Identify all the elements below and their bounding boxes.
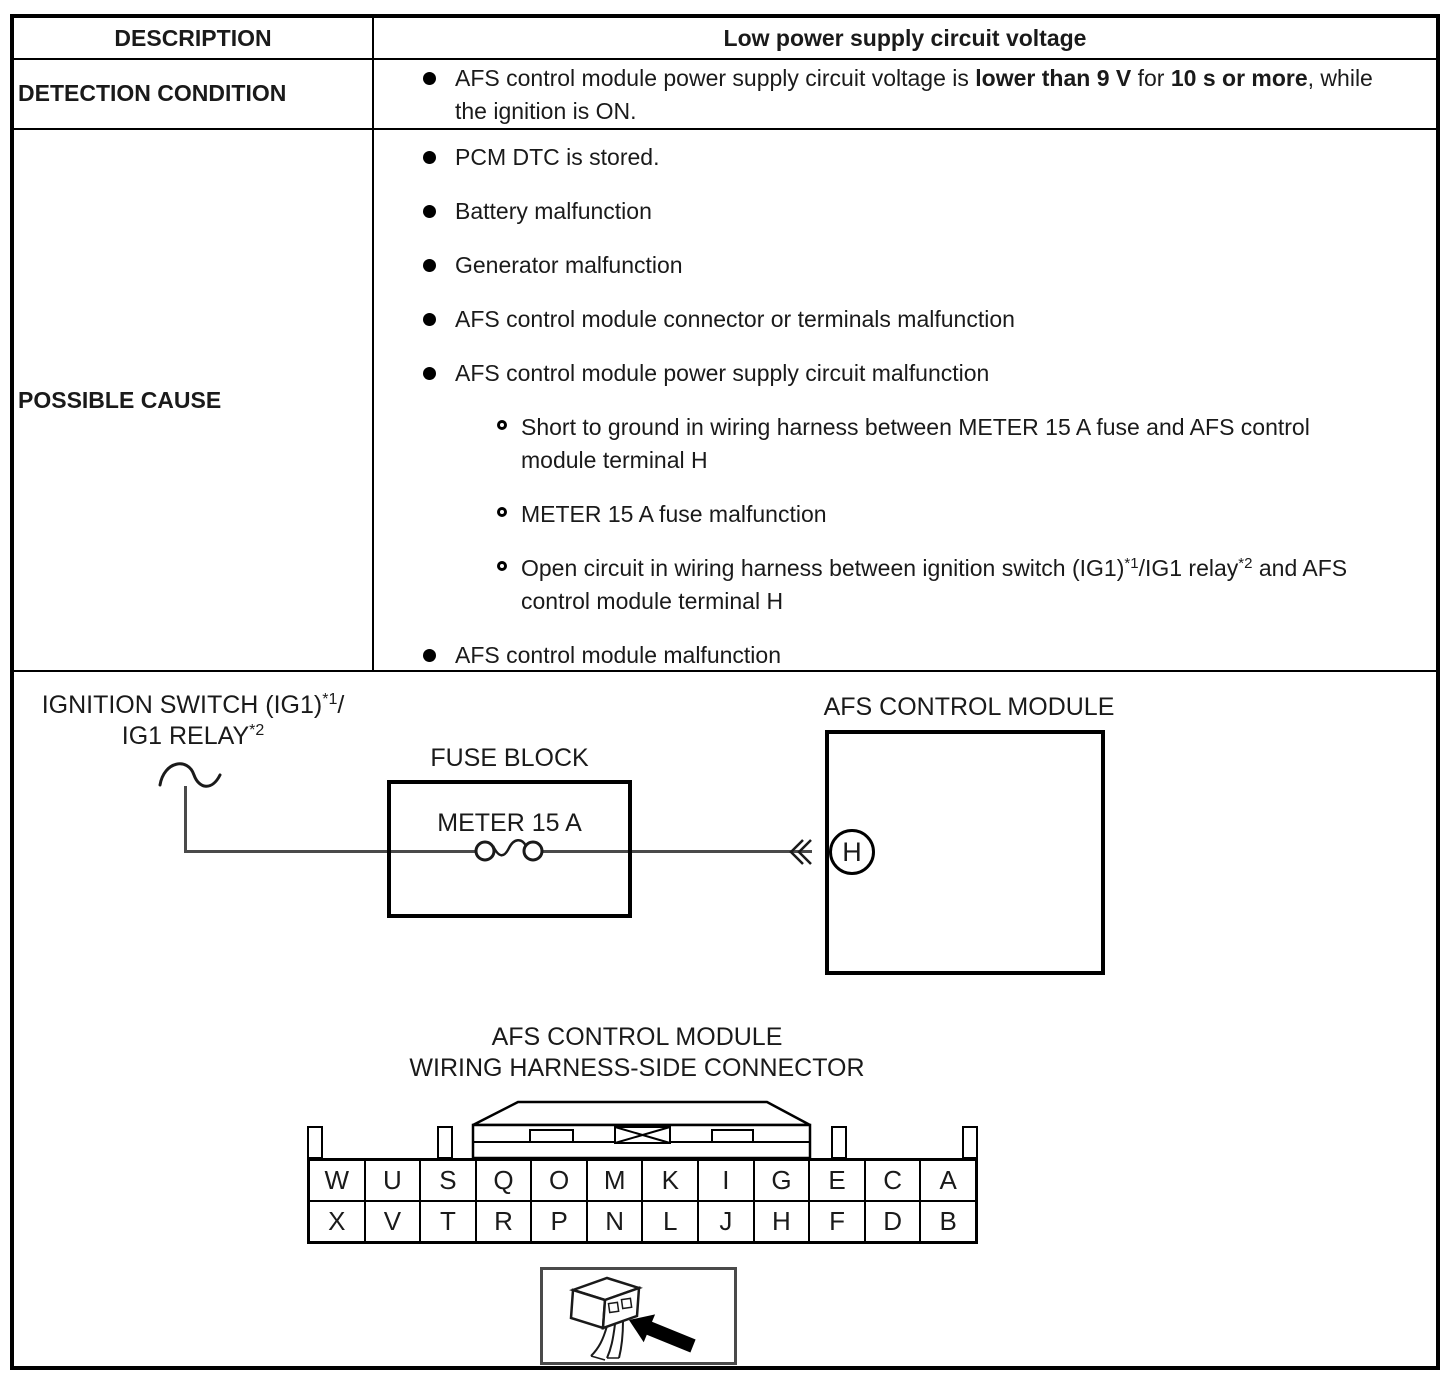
connector-title-line1: AFS CONTROL MODULE [491, 1023, 783, 1051]
detection-text-bold1: lower than 9 V [975, 65, 1132, 91]
pin-cell: G [754, 1160, 810, 1201]
pin-cell: P [531, 1201, 587, 1242]
connector-chevron-icon [790, 836, 820, 868]
cause-text: AFS control module malfunction [455, 642, 781, 668]
list-item [423, 639, 1423, 672]
cause-text: AFS control module power supply circuit malfunction [455, 360, 990, 386]
pin-cell: M [587, 1160, 643, 1201]
pin-cell: F [809, 1201, 865, 1242]
tab-4 [963, 1127, 977, 1158]
bullet-dot-icon [423, 205, 436, 218]
housing-slot-right [712, 1130, 753, 1142]
sub-list-item [497, 552, 1423, 618]
detection-text-bold2: 10 s or more [1170, 65, 1308, 91]
pin-cell: B [920, 1201, 976, 1242]
possible-cause-header: POSSIBLE CAUSE [18, 386, 222, 413]
pin-cell: D [865, 1201, 921, 1242]
pin-cell: L [642, 1201, 698, 1242]
footnote-sup-2: *2 [249, 722, 265, 739]
pin-cell: Q [476, 1160, 532, 1201]
cause-text: AFS control module connector or terminals malfunction [455, 306, 1015, 332]
pin-cell: C [865, 1160, 921, 1201]
pin-cell: W [309, 1160, 365, 1201]
bullet-dot-icon [423, 72, 436, 85]
ignition-switch-label [15, 690, 371, 752]
housing-trapezoid [473, 1102, 810, 1125]
afs-module-label: AFS CONTROL MODULE [823, 693, 1115, 721]
bullet-dot-icon [423, 649, 436, 662]
sub-cause-text-b: /IG1 relay [1138, 555, 1239, 581]
page-border [10, 14, 1440, 1370]
table-column-divider [372, 18, 374, 670]
connector-title [332, 1022, 942, 1084]
pin-cell: K [642, 1160, 698, 1201]
connector-illustration-box [540, 1267, 737, 1365]
sub-list-item [497, 498, 1423, 531]
tab-1 [308, 1127, 322, 1158]
ignition-label-text: IGNITION SWITCH (IG1) [41, 691, 323, 719]
pin-cell: J [698, 1201, 754, 1242]
list-item [423, 195, 1423, 228]
ignition-switch-label-line1 [15, 690, 371, 721]
ignition-switch-label-line2 [15, 721, 371, 752]
list-item [423, 303, 1423, 336]
bullet-circle-icon [497, 507, 507, 517]
possible-cause-list [423, 141, 1423, 693]
list-item [423, 357, 1423, 390]
description-header: DESCRIPTION [114, 25, 272, 51]
housing-slot-left [530, 1130, 573, 1142]
tab-3 [832, 1127, 846, 1158]
detection-text-mid: for [1131, 65, 1171, 91]
page-content [14, 18, 1436, 1366]
pin-cell: V [365, 1201, 421, 1242]
footnote-sup-2: *2 [1238, 555, 1253, 572]
terminal-h-circle [829, 829, 875, 875]
bullet-dot-icon [423, 151, 436, 164]
pin-cell: U [365, 1160, 421, 1201]
detection-condition-text [455, 62, 1395, 128]
list-item [423, 141, 1423, 174]
connector-title-line2: WIRING HARNESS-SIDE CONNECTOR [409, 1054, 865, 1082]
bullet-dot-icon [423, 313, 436, 326]
bullet-dot-icon [423, 259, 436, 272]
connector-housing-drawing [280, 1098, 1000, 1160]
list-item [423, 249, 1423, 282]
footnote-sup-1: *1 [322, 691, 338, 708]
ignition-relay-text: IG1 RELAY [121, 722, 250, 750]
bullet-circle-icon [497, 420, 507, 430]
cause-text: Generator malfunction [455, 252, 683, 278]
connector-photo-icon [543, 1270, 734, 1362]
fuse-name-label: METER 15 A [437, 809, 582, 837]
footnote-sup-1: *1 [1124, 555, 1139, 572]
pin-cell: E [809, 1160, 865, 1201]
ignition-label-slash: / [337, 691, 345, 719]
tab-2 [438, 1127, 452, 1158]
fuse-icon [461, 833, 557, 871]
pin-cell: H [754, 1201, 810, 1242]
sub-cause-text-c: and AFS control module terminal H [521, 555, 1348, 614]
power-source-squiggle-icon [150, 755, 230, 801]
description-value: Low power supply circuit voltage [723, 25, 1087, 51]
pin-cell: A [920, 1160, 976, 1201]
detection-text-pre: AFS control module power supply circuit voltage is [455, 65, 976, 91]
sub-cause-text: Short to ground in wiring harness between METER 15 A fuse and AFS control module terminal H [521, 414, 1310, 473]
pin-cell: R [476, 1201, 532, 1242]
pin-cell: N [587, 1201, 643, 1242]
connector-pin-grid [307, 1158, 978, 1244]
cause-text: PCM DTC is stored. [455, 144, 660, 170]
pin-cell: T [420, 1201, 476, 1242]
pin-cell: X [309, 1201, 365, 1242]
arrow-icon [629, 1314, 696, 1352]
sub-cause-text-a: Open circuit in wiring harness between ignition switch (IG1) [521, 555, 1125, 581]
pin-cell: O [531, 1160, 587, 1201]
detection-text-post: , while the ignition is ON. [455, 65, 1373, 124]
wire-vertical [184, 786, 187, 852]
pin-cell: I [698, 1160, 754, 1201]
terminal-h-label: H [842, 836, 862, 867]
cause-text: Battery malfunction [455, 198, 652, 224]
sub-list-item [497, 411, 1423, 477]
fuse-block-label: FUSE BLOCK [430, 744, 589, 772]
bullet-circle-icon [497, 561, 507, 571]
detection-condition-cell [423, 62, 1423, 128]
sub-cause-text: METER 15 A fuse malfunction [521, 501, 827, 527]
pin-cell: S [420, 1160, 476, 1201]
sub-cause-text [521, 552, 1356, 618]
bullet-dot-icon [423, 367, 436, 380]
detection-condition-header: DETECTION CONDITION [18, 79, 287, 106]
